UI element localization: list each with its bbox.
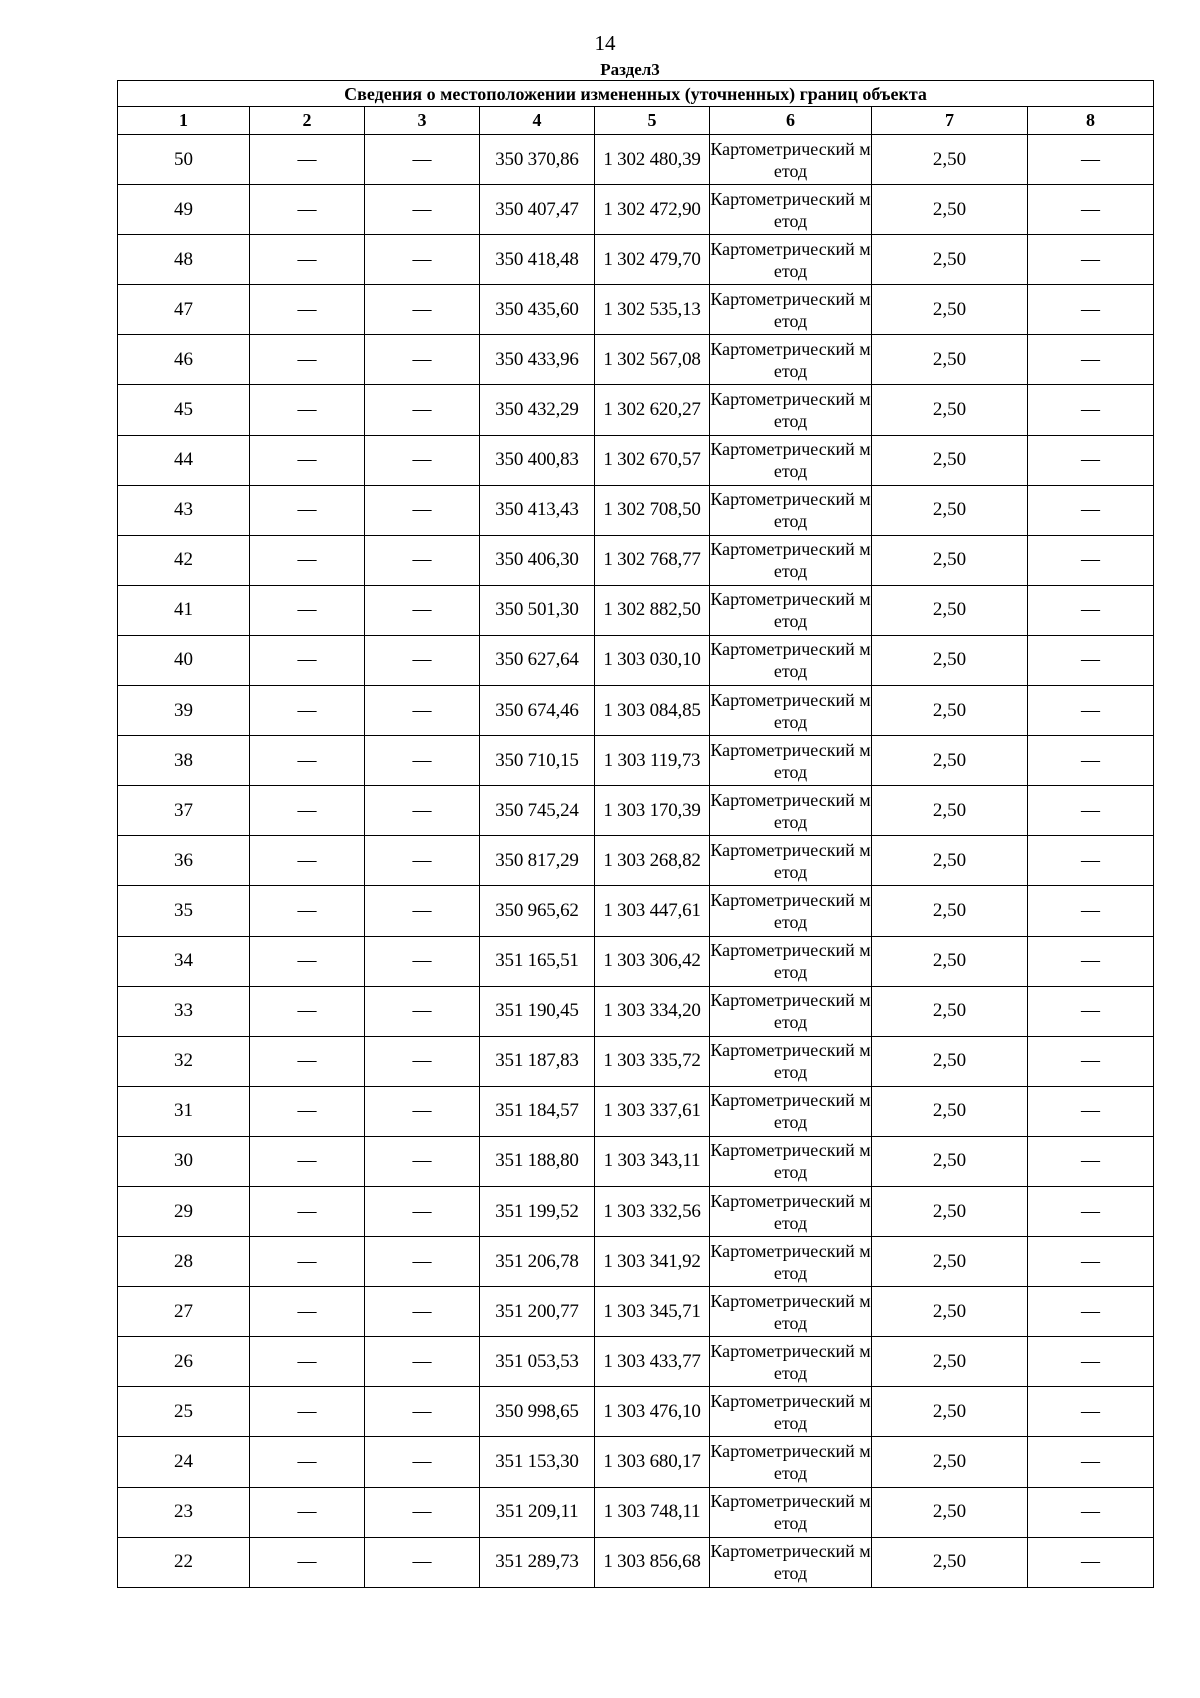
point-number-cell: 26 (118, 1337, 250, 1387)
col3-cell: — (365, 986, 480, 1036)
col3-cell: — (365, 485, 480, 535)
method-cell: Картометрический метод (710, 1537, 872, 1587)
col8-cell: — (1028, 686, 1154, 736)
table-row (118, 535, 1154, 585)
y-coordinate-cell: 1 302 567,08 (595, 335, 710, 385)
accuracy-cell: 2,50 (872, 1437, 1028, 1487)
col2-cell: — (250, 686, 365, 736)
accuracy-cell: 2,50 (872, 736, 1028, 786)
col2-cell: — (250, 986, 365, 1036)
accuracy-cell: 2,50 (872, 185, 1028, 235)
point-number-cell: 33 (118, 986, 250, 1036)
accuracy-cell: 2,50 (872, 936, 1028, 986)
accuracy-cell: 2,50 (872, 335, 1028, 385)
y-coordinate-cell: 1 303 343,11 (595, 1136, 710, 1186)
x-coordinate-cell: 351 184,57 (480, 1086, 595, 1136)
y-coordinate-cell: 1 303 306,42 (595, 936, 710, 986)
x-coordinate-cell: 350 965,62 (480, 886, 595, 936)
x-coordinate-cell: 351 206,78 (480, 1237, 595, 1287)
table-row (118, 1186, 1154, 1236)
col2-cell: — (250, 786, 365, 836)
col3-cell: — (365, 1287, 480, 1337)
col2-cell: — (250, 535, 365, 585)
column-header-2: 2 (250, 107, 365, 135)
column-header-1: 1 (118, 107, 250, 135)
col8-cell: — (1028, 1237, 1154, 1287)
col8-cell: — (1028, 635, 1154, 685)
table-row (118, 1036, 1154, 1086)
y-coordinate-cell: 1 303 334,20 (595, 986, 710, 1036)
table-row (118, 1387, 1154, 1437)
col3-cell: — (365, 1337, 480, 1387)
y-coordinate-cell: 1 302 620,27 (595, 385, 710, 435)
method-cell: Картометрический метод (710, 786, 872, 836)
accuracy-cell: 2,50 (872, 1036, 1028, 1086)
table-row (118, 385, 1154, 435)
col2-cell: — (250, 585, 365, 635)
col2-cell: — (250, 1036, 365, 1086)
col3-cell: — (365, 335, 480, 385)
col8-cell: — (1028, 1136, 1154, 1186)
col8-cell: — (1028, 786, 1154, 836)
col8-cell: — (1028, 285, 1154, 335)
table-row (118, 285, 1154, 335)
accuracy-cell: 2,50 (872, 1537, 1028, 1587)
method-cell: Картометрический метод (710, 1387, 872, 1437)
method-cell: Картометрический метод (710, 1237, 872, 1287)
table-row (118, 1337, 1154, 1387)
point-number-cell: 35 (118, 886, 250, 936)
col8-cell: — (1028, 1437, 1154, 1487)
x-coordinate-cell: 350 998,65 (480, 1387, 595, 1437)
table-row (118, 786, 1154, 836)
x-coordinate-cell: 350 710,15 (480, 736, 595, 786)
y-coordinate-cell: 1 303 335,72 (595, 1036, 710, 1086)
accuracy-cell: 2,50 (872, 1086, 1028, 1136)
point-number-cell: 37 (118, 786, 250, 836)
table-row (118, 585, 1154, 635)
table-row (118, 1287, 1154, 1337)
y-coordinate-cell: 1 303 030,10 (595, 635, 710, 685)
col3-cell: — (365, 1437, 480, 1487)
point-number-cell: 49 (118, 185, 250, 235)
col8-cell: — (1028, 435, 1154, 485)
accuracy-cell: 2,50 (872, 1337, 1028, 1387)
point-number-cell: 40 (118, 635, 250, 685)
table-row (118, 986, 1154, 1036)
y-coordinate-cell: 1 302 480,39 (595, 135, 710, 185)
col3-cell: — (365, 535, 480, 585)
accuracy-cell: 2,50 (872, 635, 1028, 685)
point-number-cell: 42 (118, 535, 250, 585)
y-coordinate-cell: 1 303 748,11 (595, 1487, 710, 1537)
y-coordinate-cell: 1 302 535,13 (595, 285, 710, 335)
col2-cell: — (250, 335, 365, 385)
col3-cell: — (365, 1487, 480, 1537)
col3-cell: — (365, 1537, 480, 1587)
method-cell: Картометрический метод (710, 936, 872, 986)
method-cell: Картометрический метод (710, 335, 872, 385)
y-coordinate-cell: 1 303 447,61 (595, 886, 710, 936)
col3-cell: — (365, 1086, 480, 1136)
x-coordinate-cell: 351 188,80 (480, 1136, 595, 1186)
accuracy-cell: 2,50 (872, 135, 1028, 185)
x-coordinate-cell: 351 289,73 (480, 1537, 595, 1587)
point-number-cell: 39 (118, 686, 250, 736)
point-number-cell: 23 (118, 1487, 250, 1537)
boundary-table (117, 80, 1154, 1588)
table-row (118, 635, 1154, 685)
method-cell: Картометрический метод (710, 1086, 872, 1136)
y-coordinate-cell: 1 303 084,85 (595, 686, 710, 736)
col3-cell: — (365, 385, 480, 435)
x-coordinate-cell: 351 209,11 (480, 1487, 595, 1537)
accuracy-cell: 2,50 (872, 485, 1028, 535)
method-cell: Картометрический метод (710, 435, 872, 485)
column-header-3: 3 (365, 107, 480, 135)
method-cell: Картометрический метод (710, 585, 872, 635)
x-coordinate-cell: 351 053,53 (480, 1337, 595, 1387)
method-cell: Картометрический метод (710, 1036, 872, 1086)
col8-cell: — (1028, 886, 1154, 936)
col2-cell: — (250, 435, 365, 485)
method-cell: Картометрический метод (710, 1186, 872, 1236)
col2-cell: — (250, 185, 365, 235)
table-row (118, 836, 1154, 886)
col3-cell: — (365, 836, 480, 886)
point-number-cell: 31 (118, 1086, 250, 1136)
accuracy-cell: 2,50 (872, 235, 1028, 285)
column-header-row (118, 107, 1154, 135)
accuracy-cell: 2,50 (872, 986, 1028, 1036)
col8-cell: — (1028, 1287, 1154, 1337)
col8-cell: — (1028, 1036, 1154, 1086)
col8-cell: — (1028, 836, 1154, 886)
point-number-cell: 34 (118, 936, 250, 986)
col3-cell: — (365, 285, 480, 335)
col8-cell: — (1028, 485, 1154, 535)
col2-cell: — (250, 285, 365, 335)
point-number-cell: 30 (118, 1136, 250, 1186)
method-cell: Картометрический метод (710, 836, 872, 886)
x-coordinate-cell: 350 674,46 (480, 686, 595, 736)
col8-cell: — (1028, 535, 1154, 585)
point-number-cell: 22 (118, 1537, 250, 1587)
col8-cell: — (1028, 1337, 1154, 1387)
y-coordinate-cell: 1 303 332,56 (595, 1186, 710, 1236)
col3-cell: — (365, 1036, 480, 1086)
y-coordinate-cell: 1 303 856,68 (595, 1537, 710, 1587)
point-number-cell: 27 (118, 1287, 250, 1337)
col2-cell: — (250, 1537, 365, 1587)
y-coordinate-cell: 1 303 341,92 (595, 1237, 710, 1287)
col2-cell: — (250, 1337, 365, 1387)
method-cell: Картометрический метод (710, 1487, 872, 1537)
col2-cell: — (250, 1387, 365, 1437)
method-cell: Картометрический метод (710, 1136, 872, 1186)
y-coordinate-cell: 1 303 119,73 (595, 736, 710, 786)
y-coordinate-cell: 1 303 680,17 (595, 1437, 710, 1487)
point-number-cell: 47 (118, 285, 250, 335)
accuracy-cell: 2,50 (872, 1237, 1028, 1287)
col3-cell: — (365, 736, 480, 786)
table-row (118, 1437, 1154, 1487)
y-coordinate-cell: 1 302 479,70 (595, 235, 710, 285)
y-coordinate-cell: 1 302 708,50 (595, 485, 710, 535)
col3-cell: — (365, 435, 480, 485)
method-cell: Картометрический метод (710, 485, 872, 535)
col8-cell: — (1028, 1537, 1154, 1587)
y-coordinate-cell: 1 302 670,57 (595, 435, 710, 485)
x-coordinate-cell: 351 165,51 (480, 936, 595, 986)
accuracy-cell: 2,50 (872, 585, 1028, 635)
col2-cell: — (250, 936, 365, 986)
col3-cell: — (365, 585, 480, 635)
method-cell: Картометрический метод (710, 1437, 872, 1487)
col3-cell: — (365, 1136, 480, 1186)
col8-cell: — (1028, 1186, 1154, 1236)
method-cell: Картометрический метод (710, 385, 872, 435)
col2-cell: — (250, 1086, 365, 1136)
col8-cell: — (1028, 1487, 1154, 1537)
x-coordinate-cell: 350 432,29 (480, 385, 595, 435)
method-cell: Картометрический метод (710, 285, 872, 335)
y-coordinate-cell: 1 303 337,61 (595, 1086, 710, 1136)
x-coordinate-cell: 351 190,45 (480, 986, 595, 1036)
accuracy-cell: 2,50 (872, 836, 1028, 886)
y-coordinate-cell: 1 303 433,77 (595, 1337, 710, 1387)
accuracy-cell: 2,50 (872, 886, 1028, 936)
col8-cell: — (1028, 385, 1154, 435)
table-row (118, 886, 1154, 936)
method-cell: Картометрический метод (710, 635, 872, 685)
section-title: Раздел3 (600, 60, 660, 79)
col2-cell: — (250, 836, 365, 886)
accuracy-cell: 2,50 (872, 285, 1028, 335)
col3-cell: — (365, 1186, 480, 1236)
column-header-5: 5 (595, 107, 710, 135)
y-coordinate-cell: 1 303 170,39 (595, 786, 710, 836)
accuracy-cell: 2,50 (872, 1136, 1028, 1186)
x-coordinate-cell: 350 407,47 (480, 185, 595, 235)
col2-cell: — (250, 1437, 365, 1487)
x-coordinate-cell: 350 817,29 (480, 836, 595, 886)
table-row (118, 135, 1154, 185)
method-cell: Картометрический метод (710, 535, 872, 585)
col8-cell: — (1028, 1387, 1154, 1437)
col3-cell: — (365, 886, 480, 936)
col2-cell: — (250, 886, 365, 936)
x-coordinate-cell: 350 433,96 (480, 335, 595, 385)
x-coordinate-cell: 350 501,30 (480, 585, 595, 635)
col2-cell: — (250, 1186, 365, 1236)
point-number-cell: 45 (118, 385, 250, 435)
x-coordinate-cell: 350 627,64 (480, 635, 595, 685)
table-row (118, 435, 1154, 485)
accuracy-cell: 2,50 (872, 786, 1028, 836)
method-cell: Картометрический метод (710, 135, 872, 185)
x-coordinate-cell: 350 418,48 (480, 235, 595, 285)
col3-cell: — (365, 185, 480, 235)
y-coordinate-cell: 1 303 268,82 (595, 836, 710, 886)
table-caption: Сведения о местоположении измененных (уточненных) границ объекта (118, 81, 1154, 107)
x-coordinate-cell: 350 370,86 (480, 135, 595, 185)
accuracy-cell: 2,50 (872, 1487, 1028, 1537)
x-coordinate-cell: 351 153,30 (480, 1437, 595, 1487)
col3-cell: — (365, 936, 480, 986)
y-coordinate-cell: 1 303 345,71 (595, 1287, 710, 1337)
y-coordinate-cell: 1 303 476,10 (595, 1387, 710, 1437)
col2-cell: — (250, 485, 365, 535)
col8-cell: — (1028, 986, 1154, 1036)
method-cell: Картометрический метод (710, 1337, 872, 1387)
point-number-cell: 43 (118, 485, 250, 535)
col2-cell: — (250, 1136, 365, 1186)
table-row (118, 1487, 1154, 1537)
method-cell: Картометрический метод (710, 886, 872, 936)
col3-cell: — (365, 686, 480, 736)
x-coordinate-cell: 351 187,83 (480, 1036, 595, 1086)
method-cell: Картометрический метод (710, 185, 872, 235)
point-number-cell: 29 (118, 1186, 250, 1236)
table-row (118, 1537, 1154, 1587)
column-header-8: 8 (1028, 107, 1154, 135)
x-coordinate-cell: 351 199,52 (480, 1186, 595, 1236)
col3-cell: — (365, 635, 480, 685)
point-number-cell: 41 (118, 585, 250, 635)
col8-cell: — (1028, 335, 1154, 385)
column-header-4: 4 (480, 107, 595, 135)
point-number-cell: 38 (118, 736, 250, 786)
accuracy-cell: 2,50 (872, 1387, 1028, 1437)
y-coordinate-cell: 1 302 768,77 (595, 535, 710, 585)
method-cell: Картометрический метод (710, 736, 872, 786)
col8-cell: — (1028, 235, 1154, 285)
col2-cell: — (250, 135, 365, 185)
table-row (118, 1136, 1154, 1186)
col2-cell: — (250, 1287, 365, 1337)
col8-cell: — (1028, 185, 1154, 235)
col3-cell: — (365, 135, 480, 185)
x-coordinate-cell: 350 413,43 (480, 485, 595, 535)
table-row (118, 1237, 1154, 1287)
column-header-6: 6 (710, 107, 872, 135)
col2-cell: — (250, 385, 365, 435)
point-number-cell: 32 (118, 1036, 250, 1086)
col8-cell: — (1028, 1086, 1154, 1136)
table-row (118, 936, 1154, 986)
col2-cell: — (250, 635, 365, 685)
col2-cell: — (250, 736, 365, 786)
col8-cell: — (1028, 736, 1154, 786)
col3-cell: — (365, 1387, 480, 1437)
col3-cell: — (365, 786, 480, 836)
y-coordinate-cell: 1 302 472,90 (595, 185, 710, 235)
accuracy-cell: 2,50 (872, 1186, 1028, 1236)
x-coordinate-cell: 350 435,60 (480, 285, 595, 335)
method-cell: Картометрический метод (710, 686, 872, 736)
y-coordinate-cell: 1 302 882,50 (595, 585, 710, 635)
page-number: 14 (594, 31, 616, 55)
col2-cell: — (250, 1237, 365, 1287)
point-number-cell: 50 (118, 135, 250, 185)
point-number-cell: 46 (118, 335, 250, 385)
accuracy-cell: 2,50 (872, 686, 1028, 736)
point-number-cell: 28 (118, 1237, 250, 1287)
point-number-cell: 48 (118, 235, 250, 285)
x-coordinate-cell: 350 400,83 (480, 435, 595, 485)
accuracy-cell: 2,50 (872, 385, 1028, 435)
col8-cell: — (1028, 585, 1154, 635)
x-coordinate-cell: 350 745,24 (480, 786, 595, 836)
accuracy-cell: 2,50 (872, 435, 1028, 485)
col8-cell: — (1028, 135, 1154, 185)
point-number-cell: 24 (118, 1437, 250, 1487)
col3-cell: — (365, 1237, 480, 1287)
point-number-cell: 25 (118, 1387, 250, 1437)
col2-cell: — (250, 1487, 365, 1537)
accuracy-cell: 2,50 (872, 1287, 1028, 1337)
x-coordinate-cell: 350 406,30 (480, 535, 595, 585)
method-cell: Картометрический метод (710, 235, 872, 285)
table-row (118, 485, 1154, 535)
table-row (118, 1086, 1154, 1136)
x-coordinate-cell: 351 200,77 (480, 1287, 595, 1337)
col2-cell: — (250, 235, 365, 285)
accuracy-cell: 2,50 (872, 535, 1028, 585)
column-header-7: 7 (872, 107, 1028, 135)
table-body (118, 135, 1154, 1588)
table-row (118, 686, 1154, 736)
table-row (118, 335, 1154, 385)
table-row (118, 185, 1154, 235)
col3-cell: — (365, 235, 480, 285)
method-cell: Картометрический метод (710, 986, 872, 1036)
col8-cell: — (1028, 936, 1154, 986)
point-number-cell: 36 (118, 836, 250, 886)
table-row (118, 235, 1154, 285)
method-cell: Картометрический метод (710, 1287, 872, 1337)
point-number-cell: 44 (118, 435, 250, 485)
table-row (118, 736, 1154, 786)
